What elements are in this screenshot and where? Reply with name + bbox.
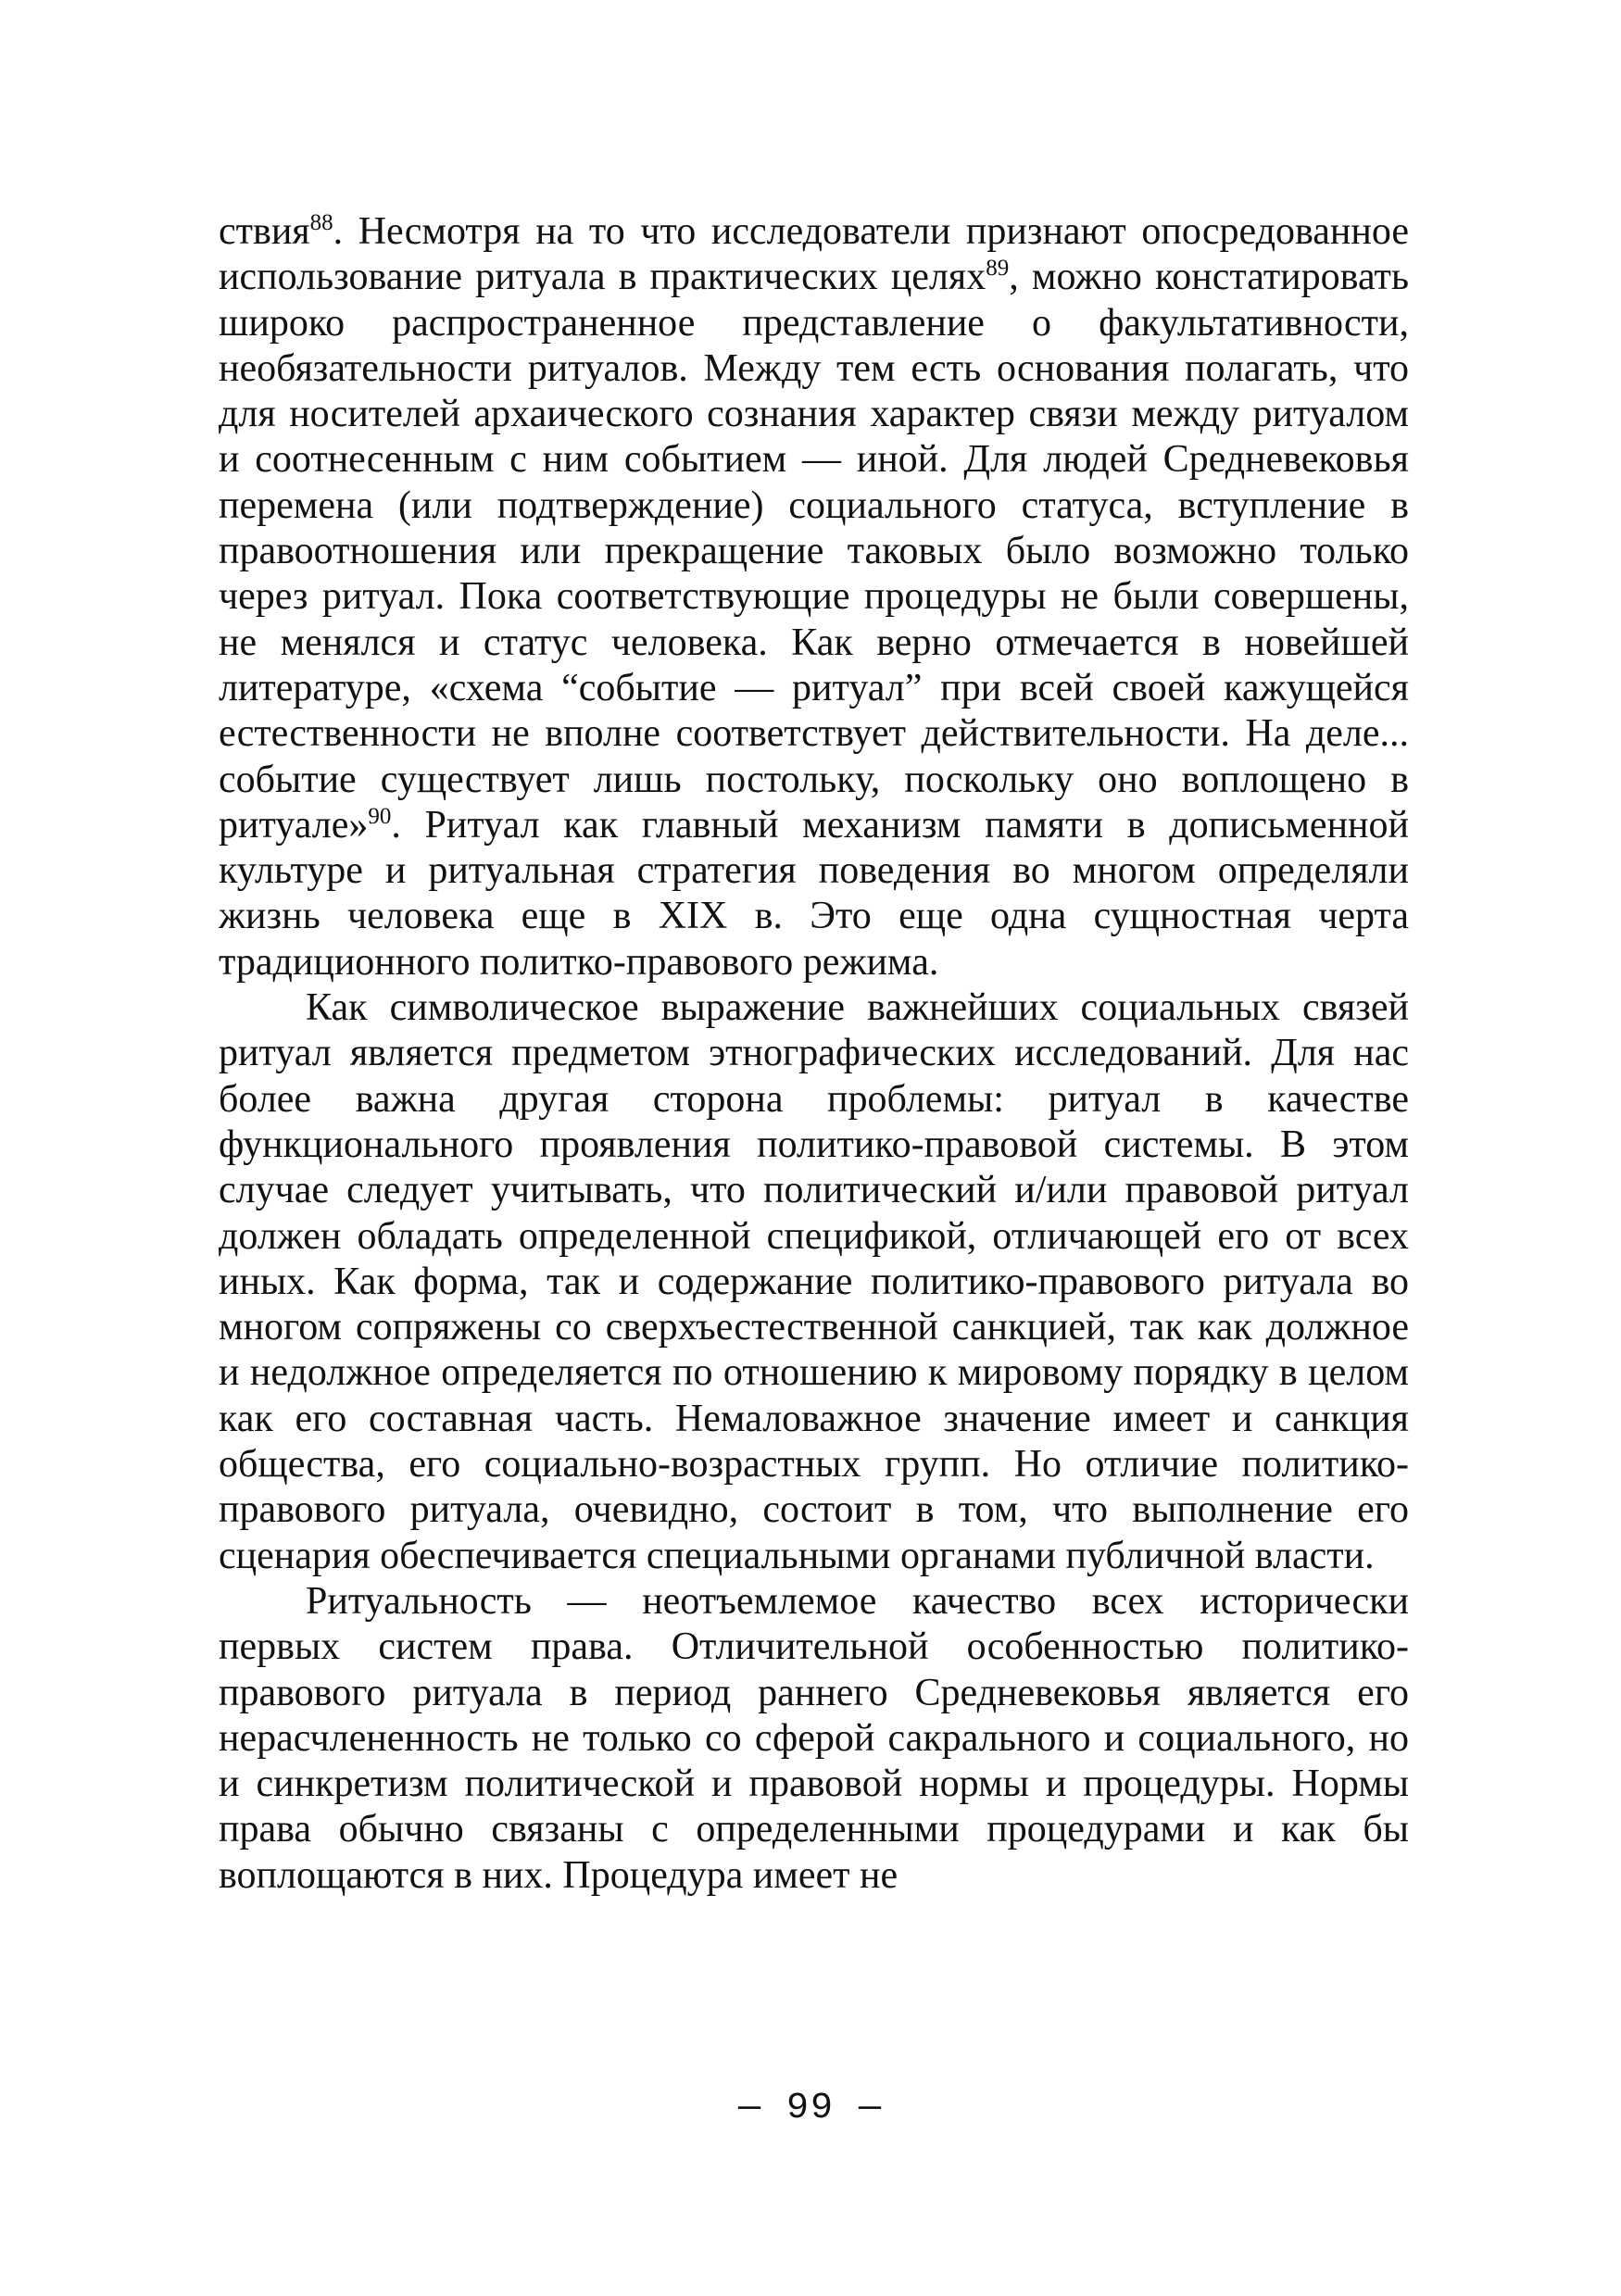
text-run: Как символическое выражение важнейших социальных связей ритуал является предметом этнографических исследований. Для нас более важна другая сторона проблемы: ритуал в качестве функционального проявления политико-правовой системы. В этом случае следует учитывать, что политический и/или правовой ритуал должен обладать определенной спецификой, отличающей его от всех иных. Как форма, так и содержание политико-правового ритуала во многом сопряжены со сверхъестественной санкцией, так как должное и недолжное определяется по отношению к мировому порядку в целом как его составная часть. Немаловажное значение имеет и санкция общества, его социально-возрастных групп. Но отличие политико-правового ритуала, очевидно, состоит в том, что выполнение его сценария обеспечивается специальными органами публичной власти. (219, 986, 1409, 1577)
text-run: ствия (219, 210, 310, 253)
text-run: . Несмотря на то что исследователи признают опосредованное использование ритуала в практических целях (219, 210, 1409, 299)
text-run: , можно констатировать широко распространенное представление о факультативности, необязательности ритуалов. Между тем есть основания полагать, что для носителей архаического сознания характер связи между ритуалом и соотнесенным с ним событием — иной. Для людей Средневековья перемена (или подтверждение) социального статуса, вступление в правоотношения или прекращение таковых было возможно только через ритуал. Пока соответствующие процедуры не были совершены, не менялся и статус человека. Как верно отмечается в новейшей литературе, «схема “событие — ритуал” при всей своей кажущейся естественности не вполне соответствует действительности. На деле... событие существует лишь постольку, поскольку оно воплощено в ритуале» (219, 256, 1410, 847)
paragraph (219, 985, 1409, 1579)
body-text (219, 209, 1409, 1899)
text-run: Ритуальность — неотъемлемое качество всех исторически первых систем права. Отличительной особенностью политико-правового ритуала в период раннего Средневековья является его нерасчлененность не только со сферой сакрального и социального, но и синкретизм политической и правовой нормы и процедуры. Нормы права обычно связаны с определенными процедурами и как бы воплощаются в них. Процедура имеет не (219, 1579, 1409, 1897)
footnote-reference: 89 (986, 256, 1010, 282)
paragraph (219, 1579, 1409, 1899)
footnote-reference: 88 (309, 210, 333, 235)
text-run: . Ритуал как главный механизм памяти в дописьменной культуре и ритуальная стратегия поведения во многом определяли жизнь человека еще в XIX в. Это еще одна сущностная черта традиционного политко-правового режима. (219, 803, 1409, 984)
footnote-reference: 90 (368, 803, 392, 829)
page-number: — 99 — (737, 2088, 884, 2129)
paragraph (219, 209, 1409, 985)
